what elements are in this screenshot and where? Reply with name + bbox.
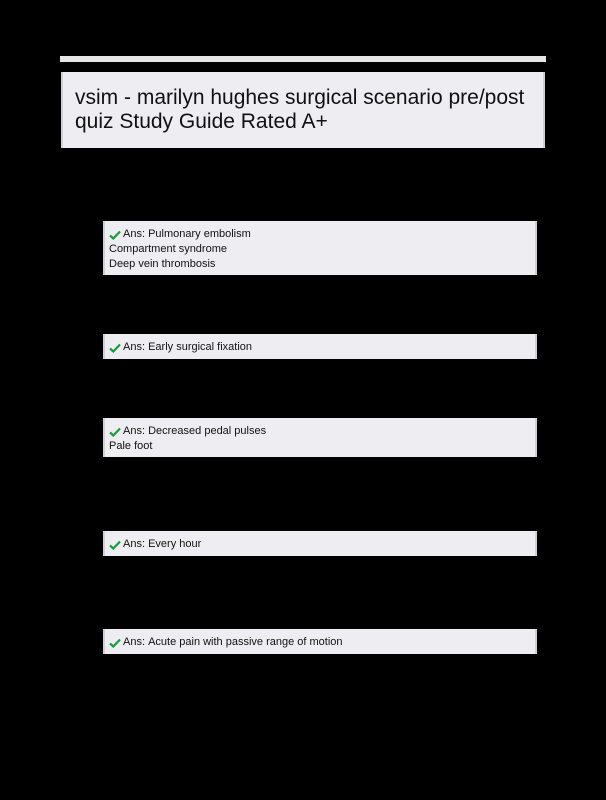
check-icon [109,230,121,240]
answer-line [109,537,531,552]
answer-box [103,531,537,556]
answer-box [103,418,537,457]
answer-label: Ans: [123,538,146,550]
footer-page-number [494,768,550,778]
answer-text: Pulmonary embolism [148,228,251,240]
answer-box [103,629,537,654]
answer-extra: Compartment syndrome [109,243,227,255]
answer-text: Acute pain with passive range of motion [148,636,343,648]
answer-extra: Deep vein thrombosis [109,258,216,270]
check-icon [109,427,121,437]
header-rule [60,56,546,62]
answer-box [103,221,537,275]
footer-site [56,768,122,778]
answer-line [109,424,531,439]
answer-label: Ans: [123,425,146,437]
document-title: vsim - marilyn hughes surgical scenario pre/post quiz Study Guide Rated A+ [75,86,525,133]
answer-label: Ans: [123,341,146,353]
check-icon [109,343,121,353]
answer-extra: Pale foot [109,440,153,452]
answer-line [109,340,531,355]
answer-text: Every hour [148,538,202,550]
answer-line [109,227,531,242]
answer-text: Early surgical fixation [148,341,253,353]
answer-label: Ans: [123,636,146,648]
answer-text: Decreased pedal pulses [148,425,267,437]
check-icon [109,638,121,648]
title-box [61,72,545,148]
answer-line [109,635,531,650]
check-icon [109,540,121,550]
answer-label: Ans: [123,228,146,240]
answer-box [103,334,537,359]
